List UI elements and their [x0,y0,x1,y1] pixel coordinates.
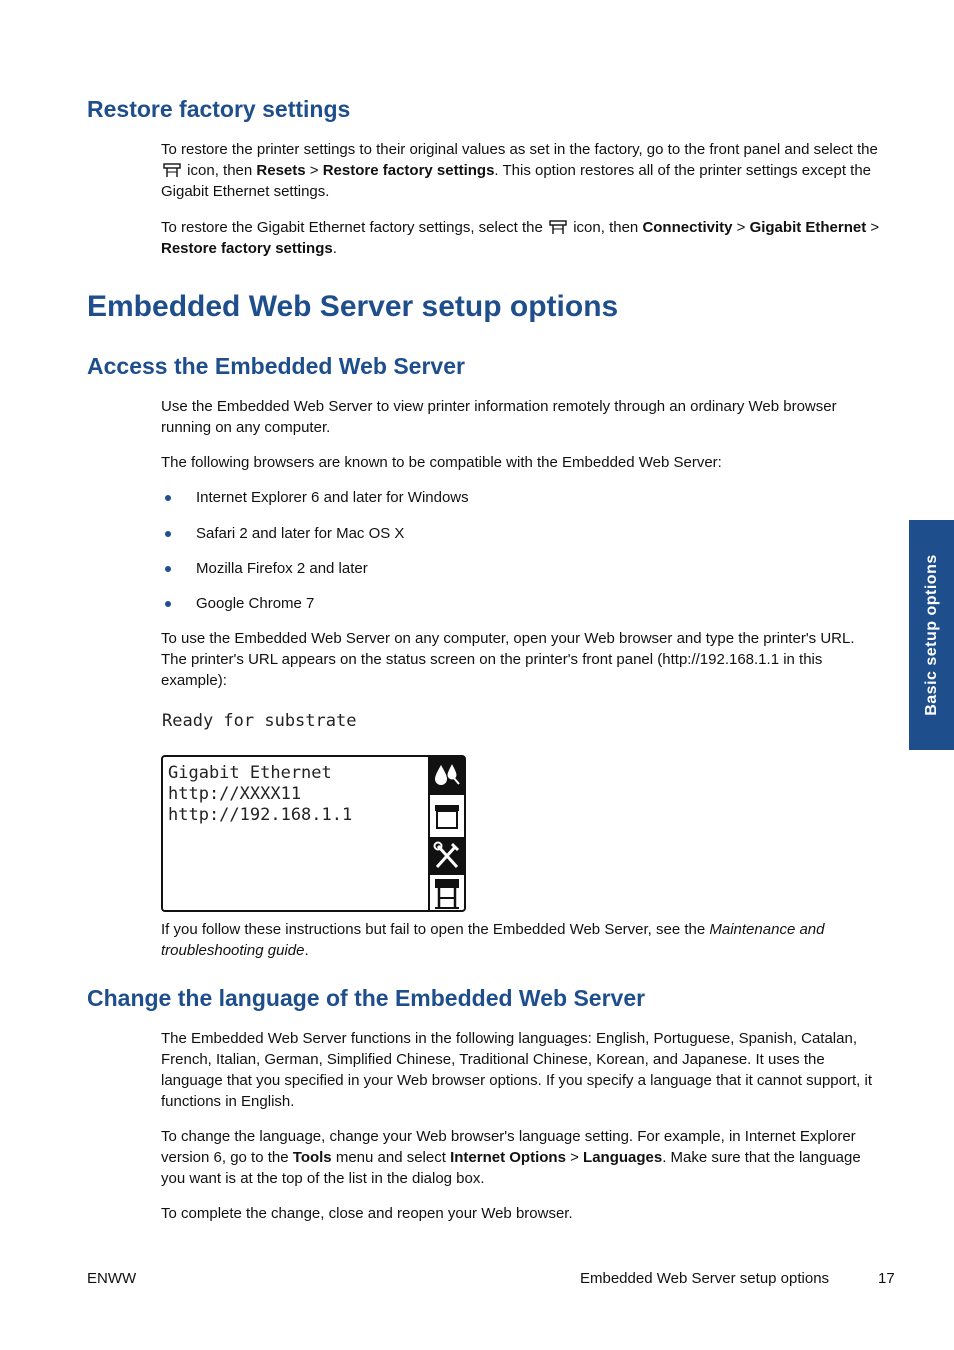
section-heading-language: Change the language of the Embedded Web Server [87,985,646,1011]
front-panel-display [161,755,466,912]
language-paragraph-3: To complete the change, close and reopen your Web browser. [161,1205,573,1222]
bullet-icon [165,601,171,607]
panel-text [168,763,352,826]
bullet-icon [165,566,171,572]
substrate-roll-icon [430,797,464,835]
ink-drops-icon [430,757,464,795]
printer-settings-icon [549,220,567,235]
restore-paragraph-1: To restore the printer settings to their original values as set in the factory, go to the front panel and select the icon, then Resets > Restore factory settings. This option restores all of the printer settings except the Gigabit Ethernet settings. [161,141,878,200]
panel-status-text: Ready for substrate [162,711,357,731]
panel-line-3: http://192.168.1.1 [168,805,353,825]
panel-line-2: http://XXXX11 [168,784,302,804]
printer-settings-icon [163,163,181,178]
chapter-side-tab [909,520,954,750]
guide-reference: Maintenance and troubleshooting guide [161,921,825,959]
bullet-icon [165,531,171,537]
language-paragraph-2: To change the language, change your Web browser's language setting. For example, in Internet Explorer version 6, go to the Tools menu and select Internet Options > Languages. Make sure that the language you want is at the top of the list in the dialog box. [161,1128,861,1187]
section-heading-restore: Restore factory settings [87,96,351,122]
bullet-icon [165,495,171,501]
access-paragraph-2: The following browsers are known to be compatible with the Embedded Web Server: [161,454,722,471]
panel-line-1: Gigabit Ethernet [168,763,332,783]
footer-section-title: Embedded Web Server setup options [580,1270,830,1287]
access-paragraph-4: If you follow these instructions but fail to open the Embedded Web Server, see the Maintenance and troubleshooting guide. [161,921,825,959]
restore-paragraph-2: To restore the Gigabit Ethernet factory settings, select the icon, then Connectivity > Gigabit Ethernet > Restore factory settings. [161,219,880,257]
side-tab-label: Basic setup options [922,554,940,716]
access-paragraph-1: Use the Embedded Web Server to view printer information remotely through an ordinary Web browser running on any computer. [161,398,837,436]
chapter-title: Embedded Web Server setup options [87,290,619,323]
page-number: 17 [878,1270,895,1287]
printer-stand-icon [430,875,464,913]
footer-left: ENWW [87,1270,137,1287]
access-paragraph-3: To use the Embedded Web Server on any computer, open your Web browser and type the printer's URL. The printer's URL appears on the status screen on the printer's front panel (http://192.168.1.1 in this example): [161,630,855,689]
language-paragraph-1: The Embedded Web Server functions in the following languages: English, Portuguese, Spanish, Catalan, French, Italian, German, Simplified Chinese, Traditional Chinese, Korean, and Japanese. It uses the language that you specified in your Web browser options. If you specify a language that it cannot support, it functions in English. [161,1030,872,1110]
section-heading-access: Access the Embedded Web Server [87,353,465,379]
panel-icon-bar [428,757,464,910]
tools-icon [430,837,464,875]
